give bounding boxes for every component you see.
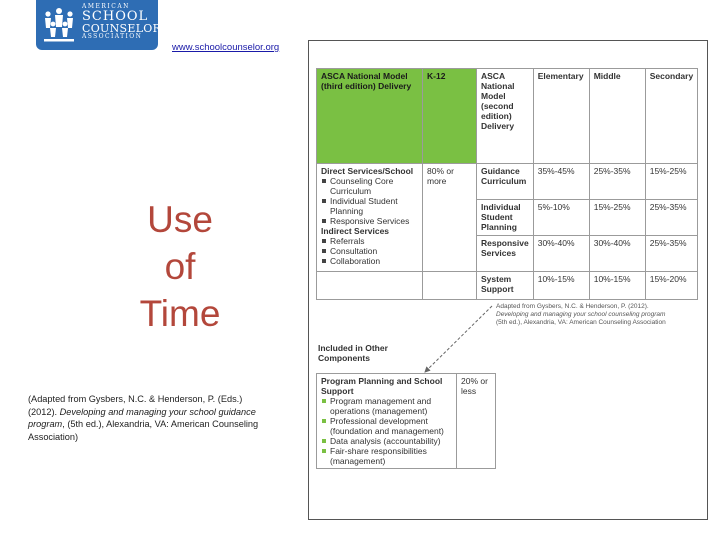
header-middle: Middle [589, 69, 645, 164]
list-item: Responsive Services [321, 216, 418, 226]
citation-book-title: Developing and managing your school guidance program [28, 406, 256, 429]
logo-line-3: COUNSELOR [82, 22, 162, 35]
header-k12: K-12 [423, 69, 477, 164]
table-cell: 30%-40% [589, 236, 645, 272]
table-cell: 15%-20% [645, 272, 697, 300]
row-label: Responsive Services [477, 236, 534, 272]
direct-services-title: Direct Services/School [321, 166, 414, 176]
website-link[interactable]: www.schoolcounselor.org [172, 42, 280, 53]
title-line-1: Use [147, 199, 213, 240]
list-item: Referrals [321, 236, 418, 246]
citation-part-1: (Adapted from Gysbers, N.C. & Henderson, P. (Eds.) (2012). [28, 394, 243, 417]
header-asca-second: ASCA National Model (second edition) Delivery [477, 69, 534, 164]
table-cell: 35%-45% [533, 164, 589, 200]
list-item: Counseling Core Curriculum [321, 176, 418, 196]
header-elementary: Elementary [533, 69, 589, 164]
support-value: 20% or less [457, 374, 496, 469]
logo-line-4: ASSOCIATION [82, 33, 143, 40]
title-line-3: Time [139, 293, 221, 334]
title-line-2: of [164, 246, 196, 287]
table-cell: 5%-10% [533, 200, 589, 236]
table-cell: 25%-35% [645, 236, 697, 272]
support-cell [317, 374, 457, 469]
table-cell: 25%-35% [645, 200, 697, 236]
list-item: Fair-share responsibilities (management) [321, 446, 452, 466]
list-item: Data analysis (accountability) [321, 436, 452, 446]
support-list [321, 396, 452, 466]
citation-part-2: , (5th ed.), Alexandria, VA: American Counseling Association) [28, 419, 259, 442]
table-cell: 15%-25% [645, 164, 697, 200]
table-cell: 10%-15% [589, 272, 645, 300]
caption-line-2: Developing and managing your school counseling program [496, 311, 666, 318]
list-item: Professional development (foundation and management) [321, 416, 452, 436]
row-label: Individual Student Planning [477, 200, 534, 236]
caption-line-1: Adapted from Gysbers, N.C. & Henderson, P. (2012). [496, 303, 649, 310]
list-item: Collaboration [321, 256, 418, 266]
caption-line-3: (5th ed.), Alexandria, VA: American Counseling Association [496, 319, 666, 326]
header-asca-third: ASCA National Model (third edition) Delivery [317, 69, 423, 164]
support-table [316, 373, 496, 469]
table-cell: 25%-35% [589, 164, 645, 200]
list-item: Program management and operations (management) [321, 396, 452, 416]
support-title: Program Planning and School Support [321, 376, 443, 396]
included-label: Included in Other Components [318, 343, 388, 363]
logo-line-1: AMERICAN [82, 3, 130, 10]
logo-line-2: SCHOOL [82, 9, 149, 24]
list-item: Individual Student Planning [321, 196, 418, 216]
row-label: Guidance Curriculum [477, 164, 534, 200]
table-row [317, 374, 496, 469]
k12-value: 80% or more [423, 164, 477, 272]
header-secondary: Secondary [645, 69, 697, 164]
row-label: System Support [477, 272, 534, 300]
indirect-services-title: Indirect Services [321, 226, 390, 236]
table-cell: 30%-40% [533, 236, 589, 272]
table-cell: 10%-15% [533, 272, 589, 300]
list-item: Consultation [321, 246, 418, 256]
table-cell: 15%-25% [589, 200, 645, 236]
